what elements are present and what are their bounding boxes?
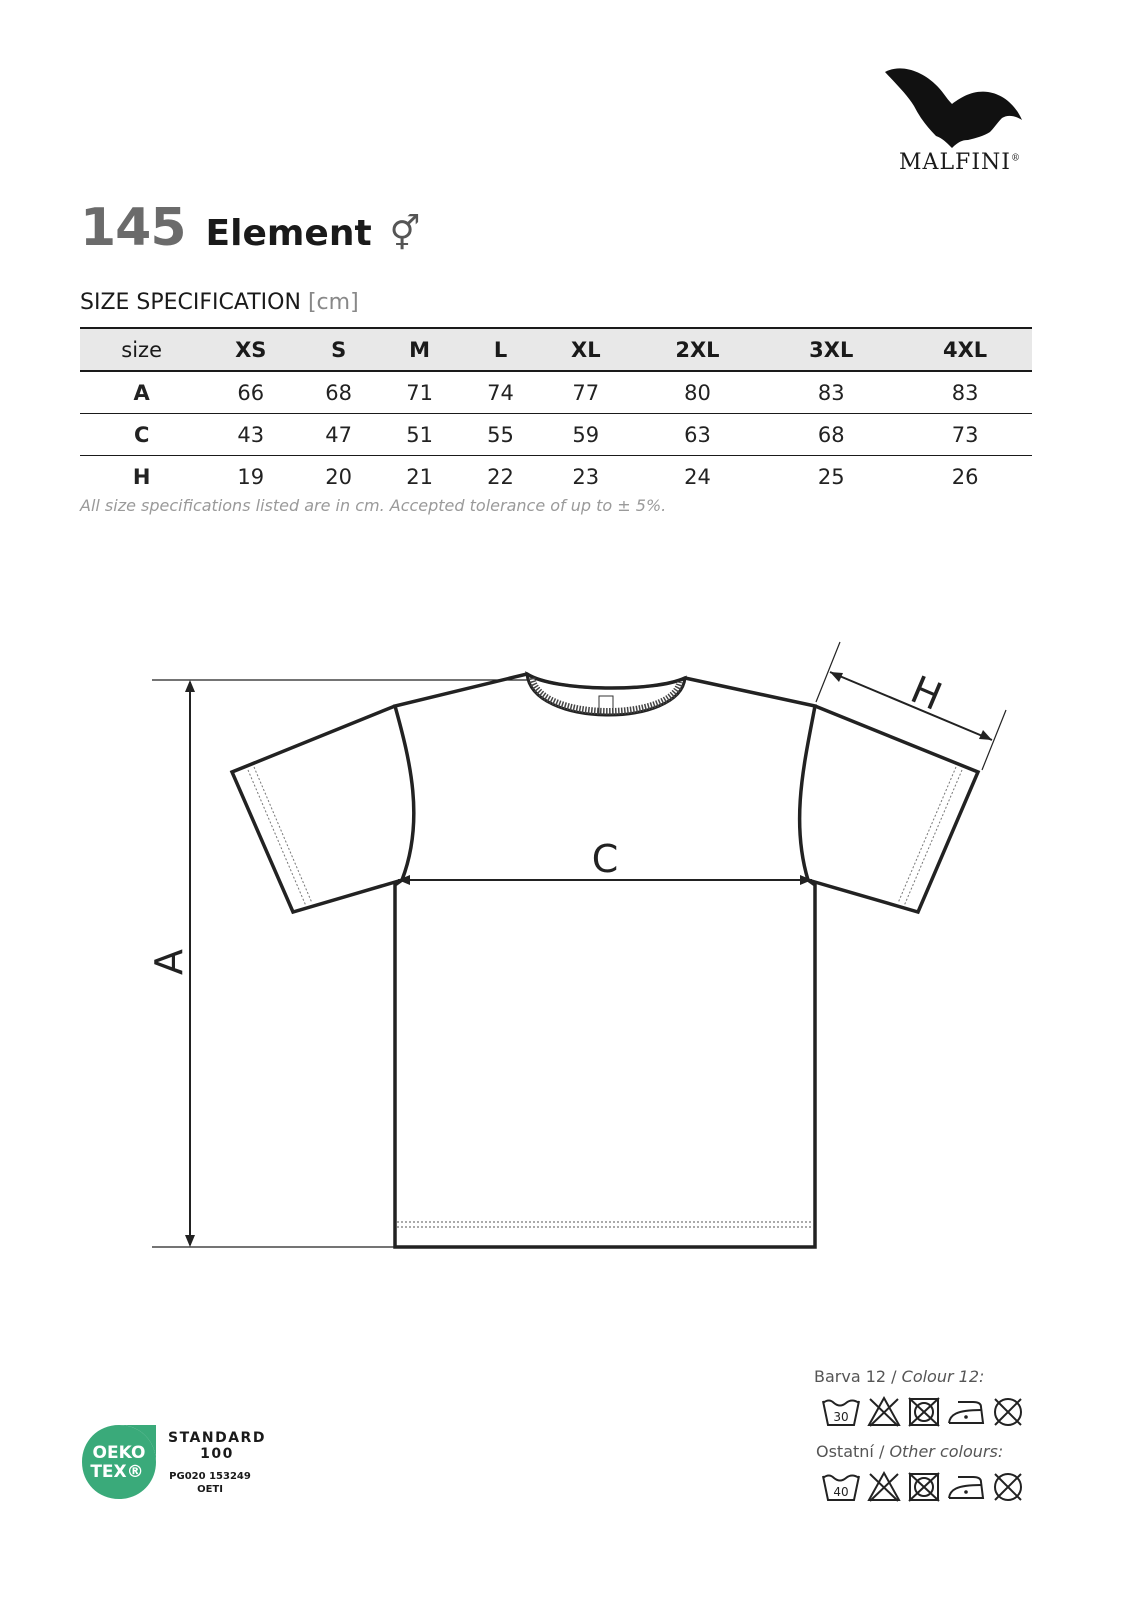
- table-cell: 21: [406, 464, 433, 489]
- oeko-standard: STANDARD 100: [168, 1430, 266, 1462]
- table-cell: 25: [817, 464, 845, 489]
- svg-text:OEKO: OEKO: [92, 1443, 146, 1463]
- label-c: C: [591, 837, 619, 881]
- oeko-tex-logo: [80, 1423, 158, 1505]
- model-name: Element: [205, 213, 372, 254]
- header-cell: 3XL: [809, 337, 854, 362]
- no-dry-clean-icon: [990, 1470, 1026, 1504]
- table-header-row: [80, 328, 1032, 371]
- no-tumble-dry-icon: [906, 1395, 942, 1429]
- table-cell: 80: [684, 380, 711, 405]
- brand-name: MALFINI®: [899, 150, 1021, 175]
- table-cell: 66: [237, 380, 265, 405]
- header-cell: size: [121, 337, 162, 362]
- wash-icon: [820, 1470, 862, 1504]
- header-cell: M: [409, 337, 431, 362]
- table-cell: 22: [487, 464, 514, 489]
- header-cell: 2XL: [675, 337, 720, 362]
- table-row: [80, 414, 1032, 456]
- care-label-other: Ostatní / Other colours:: [816, 1442, 1004, 1461]
- header-cell: 4XL: [942, 337, 988, 362]
- no-bleach-icon: [866, 1470, 902, 1504]
- row-label: C: [133, 422, 150, 447]
- label-a: A: [147, 949, 191, 975]
- label-h: H: [904, 667, 949, 719]
- table-cell: 68: [325, 380, 352, 405]
- table-row: [80, 371, 1032, 414]
- table-cell: 51: [406, 422, 433, 447]
- table-cell: 19: [237, 464, 265, 489]
- svg-text:30: 30: [833, 1410, 849, 1424]
- table-cell: 83: [951, 380, 979, 405]
- unisex-icon: ⚥: [389, 214, 421, 254]
- wash-icon: [820, 1395, 862, 1429]
- product-title: [80, 198, 420, 258]
- table-cell: 55: [487, 422, 514, 447]
- table-cell: 74: [487, 380, 514, 405]
- tolerance-note: All size specifications listed are in cm. Accepted tolerance of up to ± 5%.: [80, 496, 667, 515]
- table-cell: 23: [572, 464, 600, 489]
- no-tumble-dry-icon: [906, 1470, 942, 1504]
- table-cell: 83: [817, 380, 845, 405]
- header-cell: XL: [571, 337, 601, 362]
- no-bleach-icon: [866, 1395, 902, 1429]
- row-label: A: [133, 380, 150, 405]
- care-icons-colour12: [820, 1395, 1026, 1429]
- table-cell: 73: [951, 422, 979, 447]
- size-spec-heading: SIZE SPECIFICATION [cm]: [80, 290, 359, 315]
- size-table: [80, 327, 1032, 497]
- table-cell: 59: [572, 422, 600, 447]
- model-number: 145: [80, 198, 186, 258]
- table-cell: 43: [237, 422, 265, 447]
- care-icons-other: [820, 1470, 1026, 1504]
- table-cell: 71: [406, 380, 433, 405]
- svg-text:TEX®: TEX®: [90, 1462, 144, 1482]
- table-cell: 24: [684, 464, 711, 489]
- table-cell: 63: [684, 422, 711, 447]
- table-cell: 20: [325, 464, 352, 489]
- table-cell: 68: [817, 422, 845, 447]
- iron-icon: [946, 1470, 986, 1504]
- care-label-colour12: Barva 12 / Colour 12:: [814, 1367, 985, 1386]
- table-row: [80, 456, 1032, 498]
- header-cell: L: [493, 337, 508, 362]
- header-cell: S: [331, 337, 347, 362]
- iron-icon: [946, 1395, 986, 1429]
- table-cell: 47: [325, 422, 352, 447]
- tshirt-diagram: [140, 630, 1020, 1274]
- no-dry-clean-icon: [990, 1395, 1026, 1429]
- oeko-code: PG020 153249 OETI: [169, 1471, 251, 1495]
- row-label: H: [132, 464, 151, 489]
- svg-text:40: 40: [833, 1485, 849, 1499]
- table-cell: 26: [951, 464, 979, 489]
- table-cell: 77: [572, 380, 600, 405]
- header-cell: XS: [235, 337, 267, 362]
